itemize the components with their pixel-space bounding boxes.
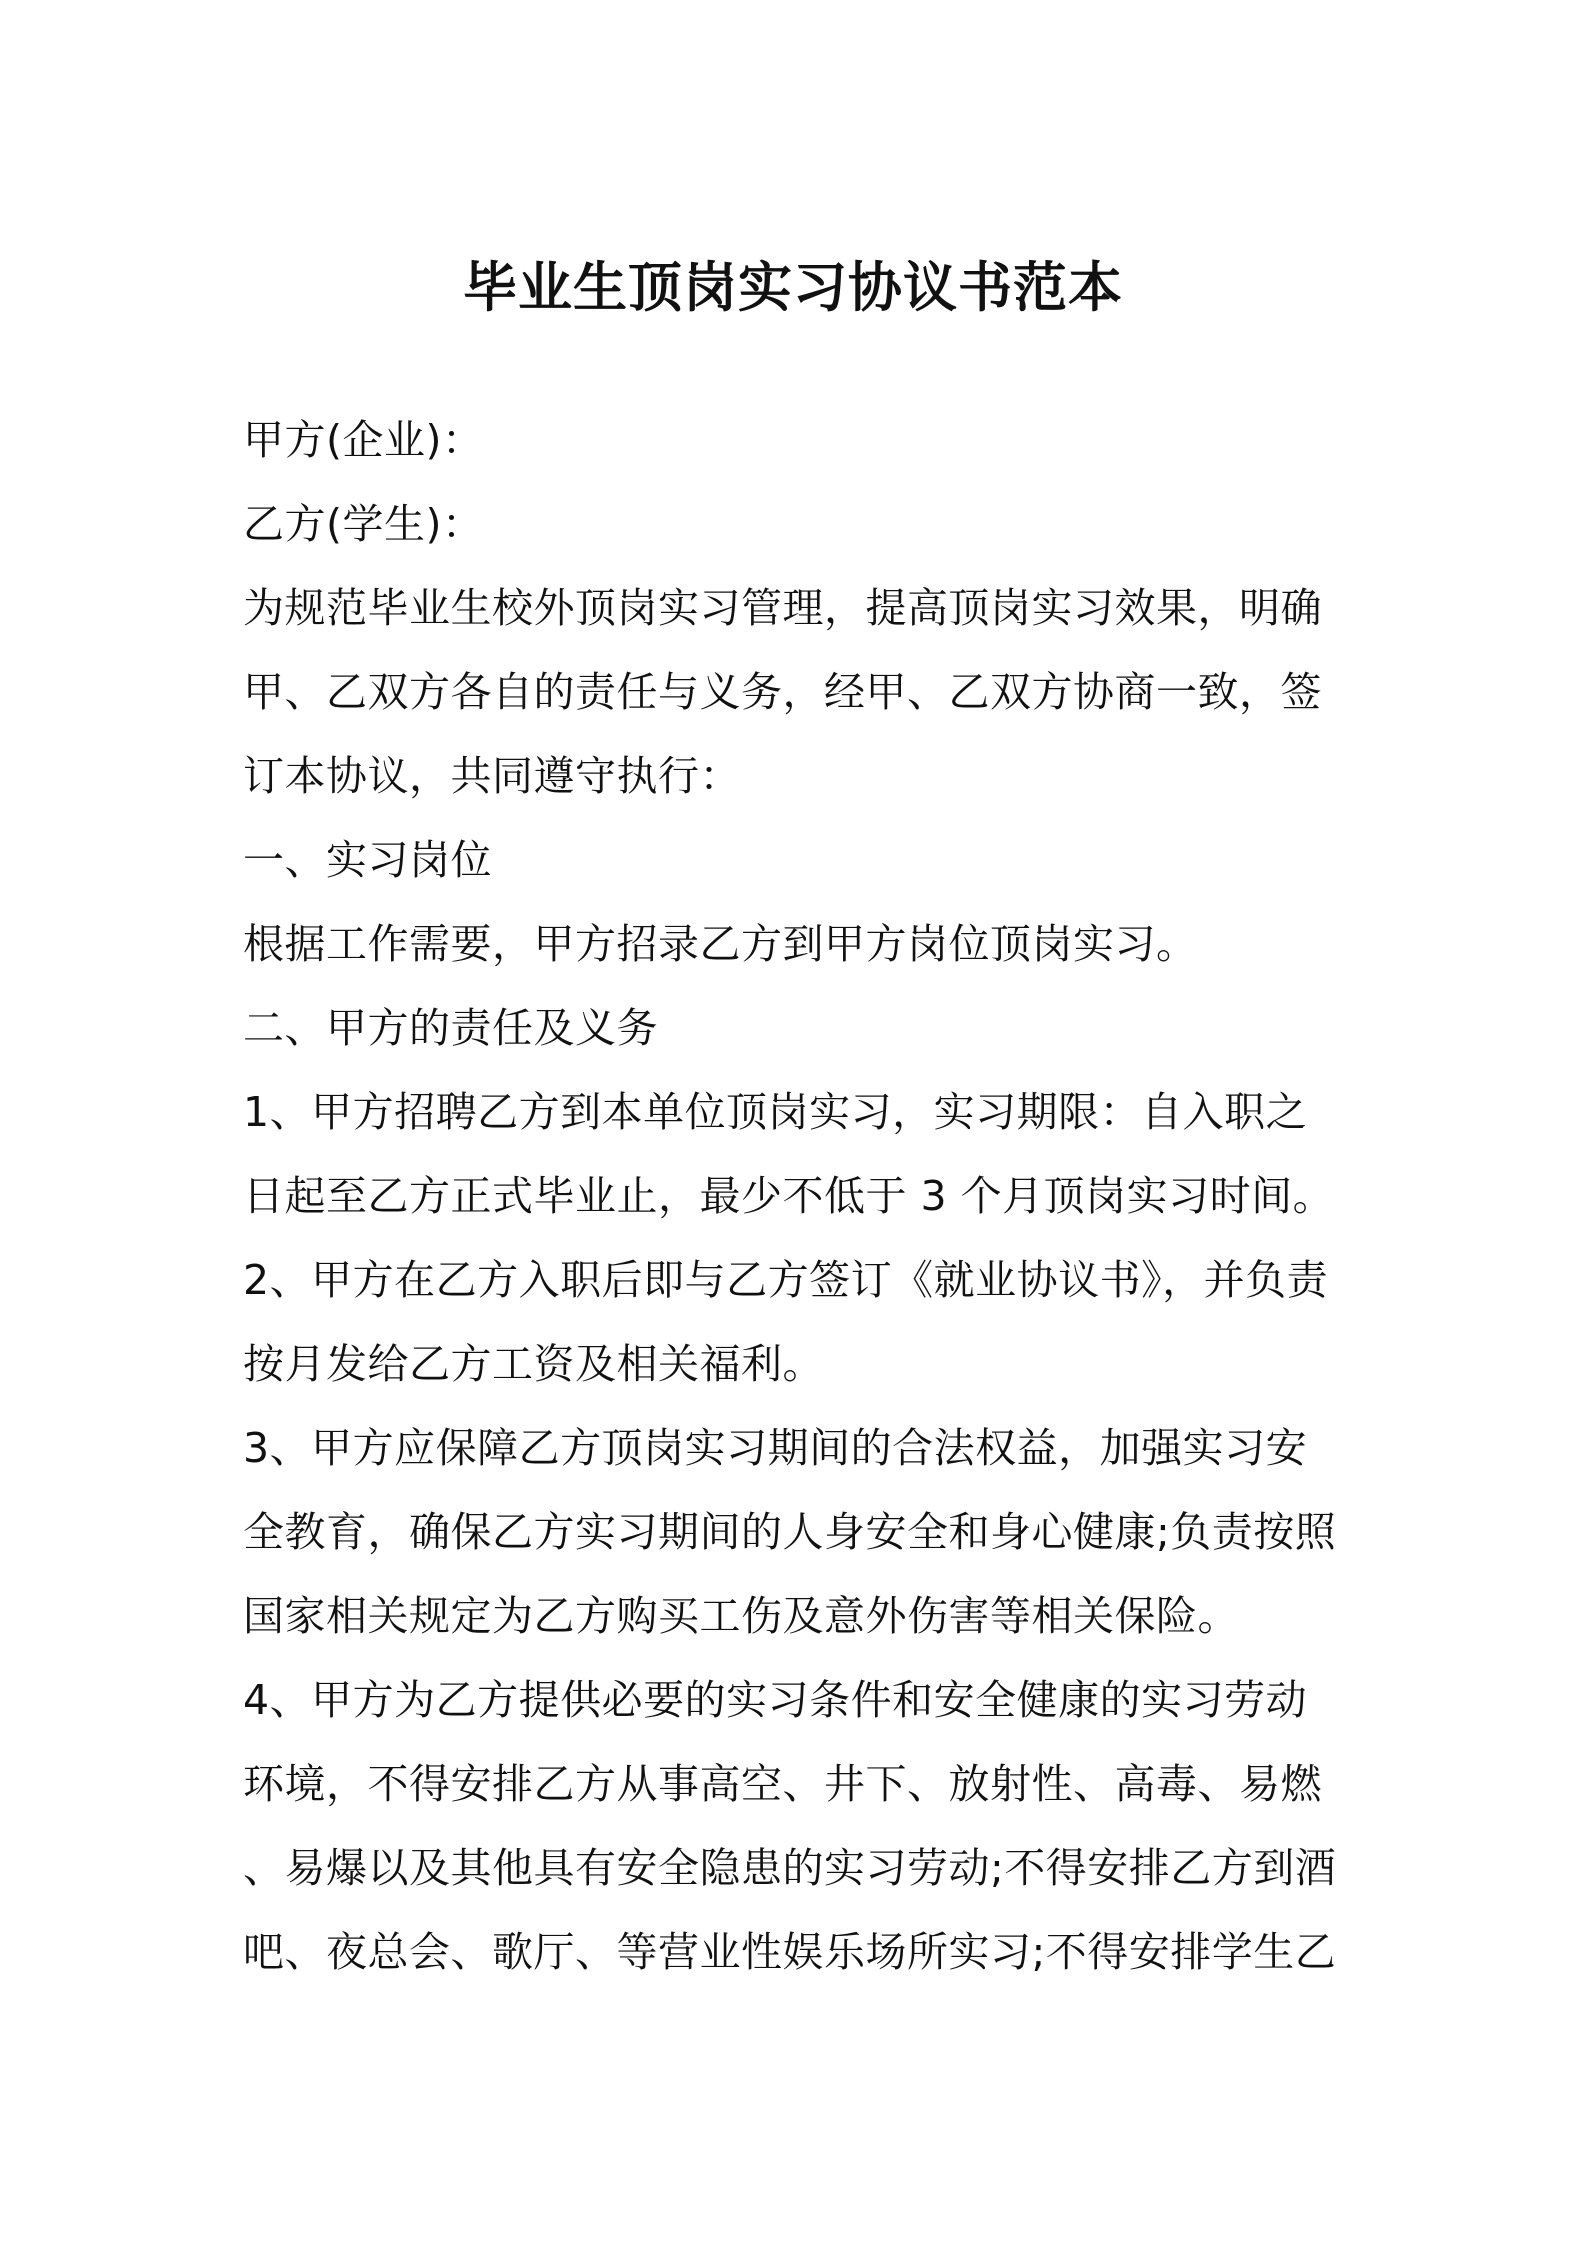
- clause-1-line-2: 日起至乙方正式毕业止，最少不低于 3 个月顶岗实习时间。: [243, 1172, 1335, 1220]
- clause-4-line-2: 环境，不得安排乙方从事高空、井下、放射性、高毒、易燃: [243, 1760, 1322, 1808]
- clause-4-line-1: 4、甲方为乙方提供必要的实习条件和安全健康的实习劳动: [243, 1676, 1308, 1724]
- preamble-line-3: 订本协议，共同遵守执行：: [243, 752, 741, 800]
- clause-3-line-2: 全教育，确保乙方实习期间的人身安全和身心健康;负责按照: [243, 1508, 1337, 1556]
- clause-2-line-2: 按月发给乙方工资及相关福利。: [243, 1340, 824, 1388]
- clause-3-line-1: 3、甲方应保障乙方顶岗实习期间的合法权益，加强实习安: [243, 1424, 1308, 1472]
- preamble-line-1: 为规范毕业生校外顶岗实习管理，提高顶岗实习效果，明确: [243, 584, 1322, 632]
- section-1-text: 根据工作需要，甲方招录乙方到甲方岗位顶岗实习。: [243, 920, 1198, 968]
- party-b-line: 乙方(学生)：: [243, 500, 484, 548]
- section-heading-1: 一、实习岗位: [243, 836, 492, 884]
- document-title: 毕业生顶岗实习协议书范本: [463, 256, 1123, 319]
- clause-1-line-1: 1、甲方招聘乙方到本单位顶岗实习，实习期限：自入职之: [243, 1088, 1308, 1136]
- preamble-line-2: 甲、乙双方各自的责任与义务，经甲、乙双方协商一致，签: [243, 668, 1322, 716]
- section-heading-2: 二、甲方的责任及义务: [243, 1004, 658, 1052]
- clause-4-line-4: 吧、夜总会、歌厅、等营业性娱乐场所实习;不得安排学生乙: [243, 1928, 1337, 1976]
- clause-2-line-1: 2、甲方在乙方入职后即与乙方签订《就业协议书》，并负责: [243, 1256, 1329, 1304]
- party-a-line: 甲方(企业)：: [243, 416, 484, 464]
- clause-3-line-3: 国家相关规定为乙方购买工伤及意外伤害等相关保险。: [243, 1592, 1239, 1640]
- clause-4-line-3: 、易爆以及其他具有安全隐患的实习劳动;不得安排乙方到酒: [243, 1844, 1337, 1892]
